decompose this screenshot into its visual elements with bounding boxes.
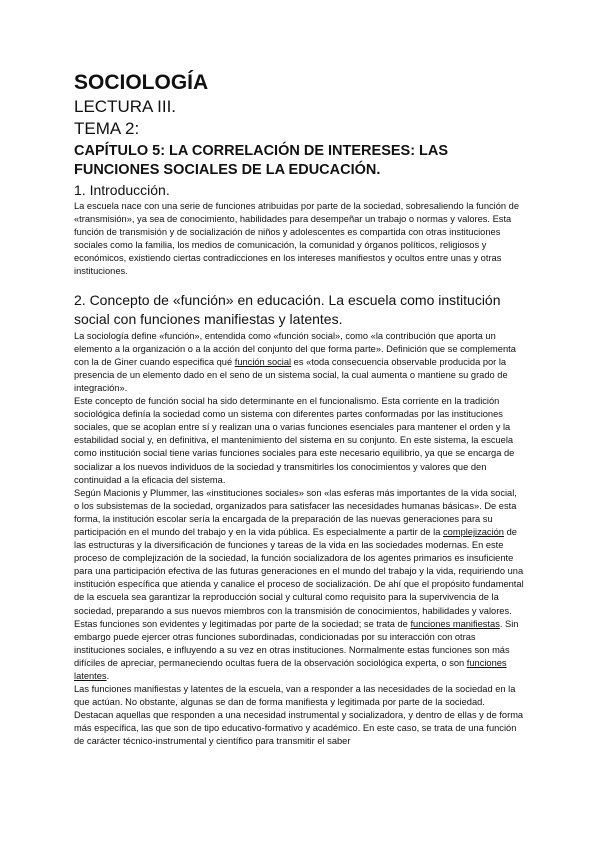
underlined-term-funcion-social: función social [234, 356, 292, 367]
underlined-term-complejizacion: complejización [443, 526, 504, 537]
chapter-heading: CAPÍTULO 5: LA CORRELACIÓN DE INTERESES: LAS FUNCIONES SOCIALES DE LA EDUCACIÓN. [74, 143, 449, 178]
lecture-label: LECTURA III. [74, 97, 177, 116]
text-run: . Sin embargo puede ejercer otras funciones subordinadas, condicionadas por su interacción con otras instituciones sociales, e influyendo a su vez en otras instituciones. Normalmente estas funciones son más difíciles de apreciar, permaneciendo ocultas fuera de la observación sociológica experta, o son [74, 618, 519, 668]
topic-label: TEMA 2: [74, 119, 140, 138]
text-run: La sociología define «función», entendida como «función social», como «la contribución que aporta un elemento a la organización o a la acción del conjunto del que forma parte». Definición que se complementa con la de Giner cuando especifica qué [74, 330, 516, 367]
text-run: es «toda consecuencia observable producida por la presencia de un elemento dado en el seno de un sistema social, la cual aumenta o mantiene su grado de integración». [74, 356, 508, 393]
text-run: . [106, 671, 110, 681]
section-2-paragraph-3 [74, 487, 524, 683]
section-2-paragraph-2: Este concepto de función social ha sido determinante en el funcionalismo. Esta corriente en la tradición sociológica definía la sociedad como un sistema con diferentes partes conformadas por las instituciones sociales, que se acoplan entre sí y realizan una o varias funciones esenciales para mantener el orden y la estabilidad social y, en definitiva, el mantenimiento del sistema en su conjunto. En este sistema, la escuela como institución social tiene varias funciones sociales para este necesario equilibrio, ya que se encarga de socializar a los nuevos individuos de la sociedad y transmitirles los conocimientos y valores que den continuidad a la eficacia del sistema. [74, 396, 515, 485]
underlined-term-funciones-latentes: funciones latentes [74, 657, 507, 681]
document-title: SOCIOLOGÍA [74, 71, 209, 94]
underlined-term-funciones-manifiestas: funciones manifiestas [410, 618, 500, 629]
section-2-paragraph-1 [74, 330, 524, 395]
text-run: Según Macionis y Plummer, las «instituciones sociales» son «las esferas más importantes de la vida social, o los subsistemas de la sociedad, organizados para satisfacer las necesidades humanas básicas». De esta forma, la institución escolar sería la encargada de la preparación de las nuevas generaciones para su participación en el mundo del trabajo y en la vida pública. Es especialmente a partir de la [74, 487, 517, 537]
section-2-heading: 2. Concepto de «función» en educación. La escuela como institución social con funciones manifiestas y latentes. [74, 291, 501, 327]
section-1-paragraph: La escuela nace con una serie de funciones atribuidas por parte de la sociedad, sobresaliendo la función de «transmisión», ya sea de conocimiento, habilidades para desempeñar un trabajo o normas y valores. Esta función de transmisión y de socialización de niños y adolescentes es compartida con otras instituciones sociales como la familia, los medios de comunicación, la comunidad y órganos políticos, religiosos y económicos, existiendo ciertas contradicciones en los intereses manifiestos y ocultos entre unas y otras instituciones. [74, 201, 520, 277]
document-page [74, 70, 524, 749]
section-2-paragraph-4: Las funciones manifiestas y latentes de la escuela, van a responder a las necesidades de la sociedad en la que actúan. No obstante, algunas se dan de forma manifiesta y legitimada por parte de la sociedad. Destacan aquellas que responden a una necesidad instrumental y socializadora, y dentro de ellas y de forma más específica, las que son de tipo educativo-formativo y académico. En este caso, se trata de una función de carácter técnico-instrumental y científico para transmitir el saber [74, 684, 524, 747]
text-run: de las estructuras y la diversificación de funciones y tareas de la vida en las sociedades modernas. En este proceso de complejización de la sociedad, la función socializadora de los agentes primarios es insuficiente para una participación efectiva de las futuras generaciones en el mundo del trabajo y la vida, requiriendo una institución específica que atienda y canalice el proceso de socialización. De ahí que el propósito fundamental de la escuela sea garantizar la reproducción social y cultural como requisito para la supervivencia de la sociedad, preparando a sus nuevos miembros con la transmisión de conocimientos, habilidades y valores. Estas funciones son evidentes y legitimadas por parte de la sociedad; se trata de [74, 526, 524, 629]
section-1-heading: 1. Introducción. [74, 182, 170, 198]
